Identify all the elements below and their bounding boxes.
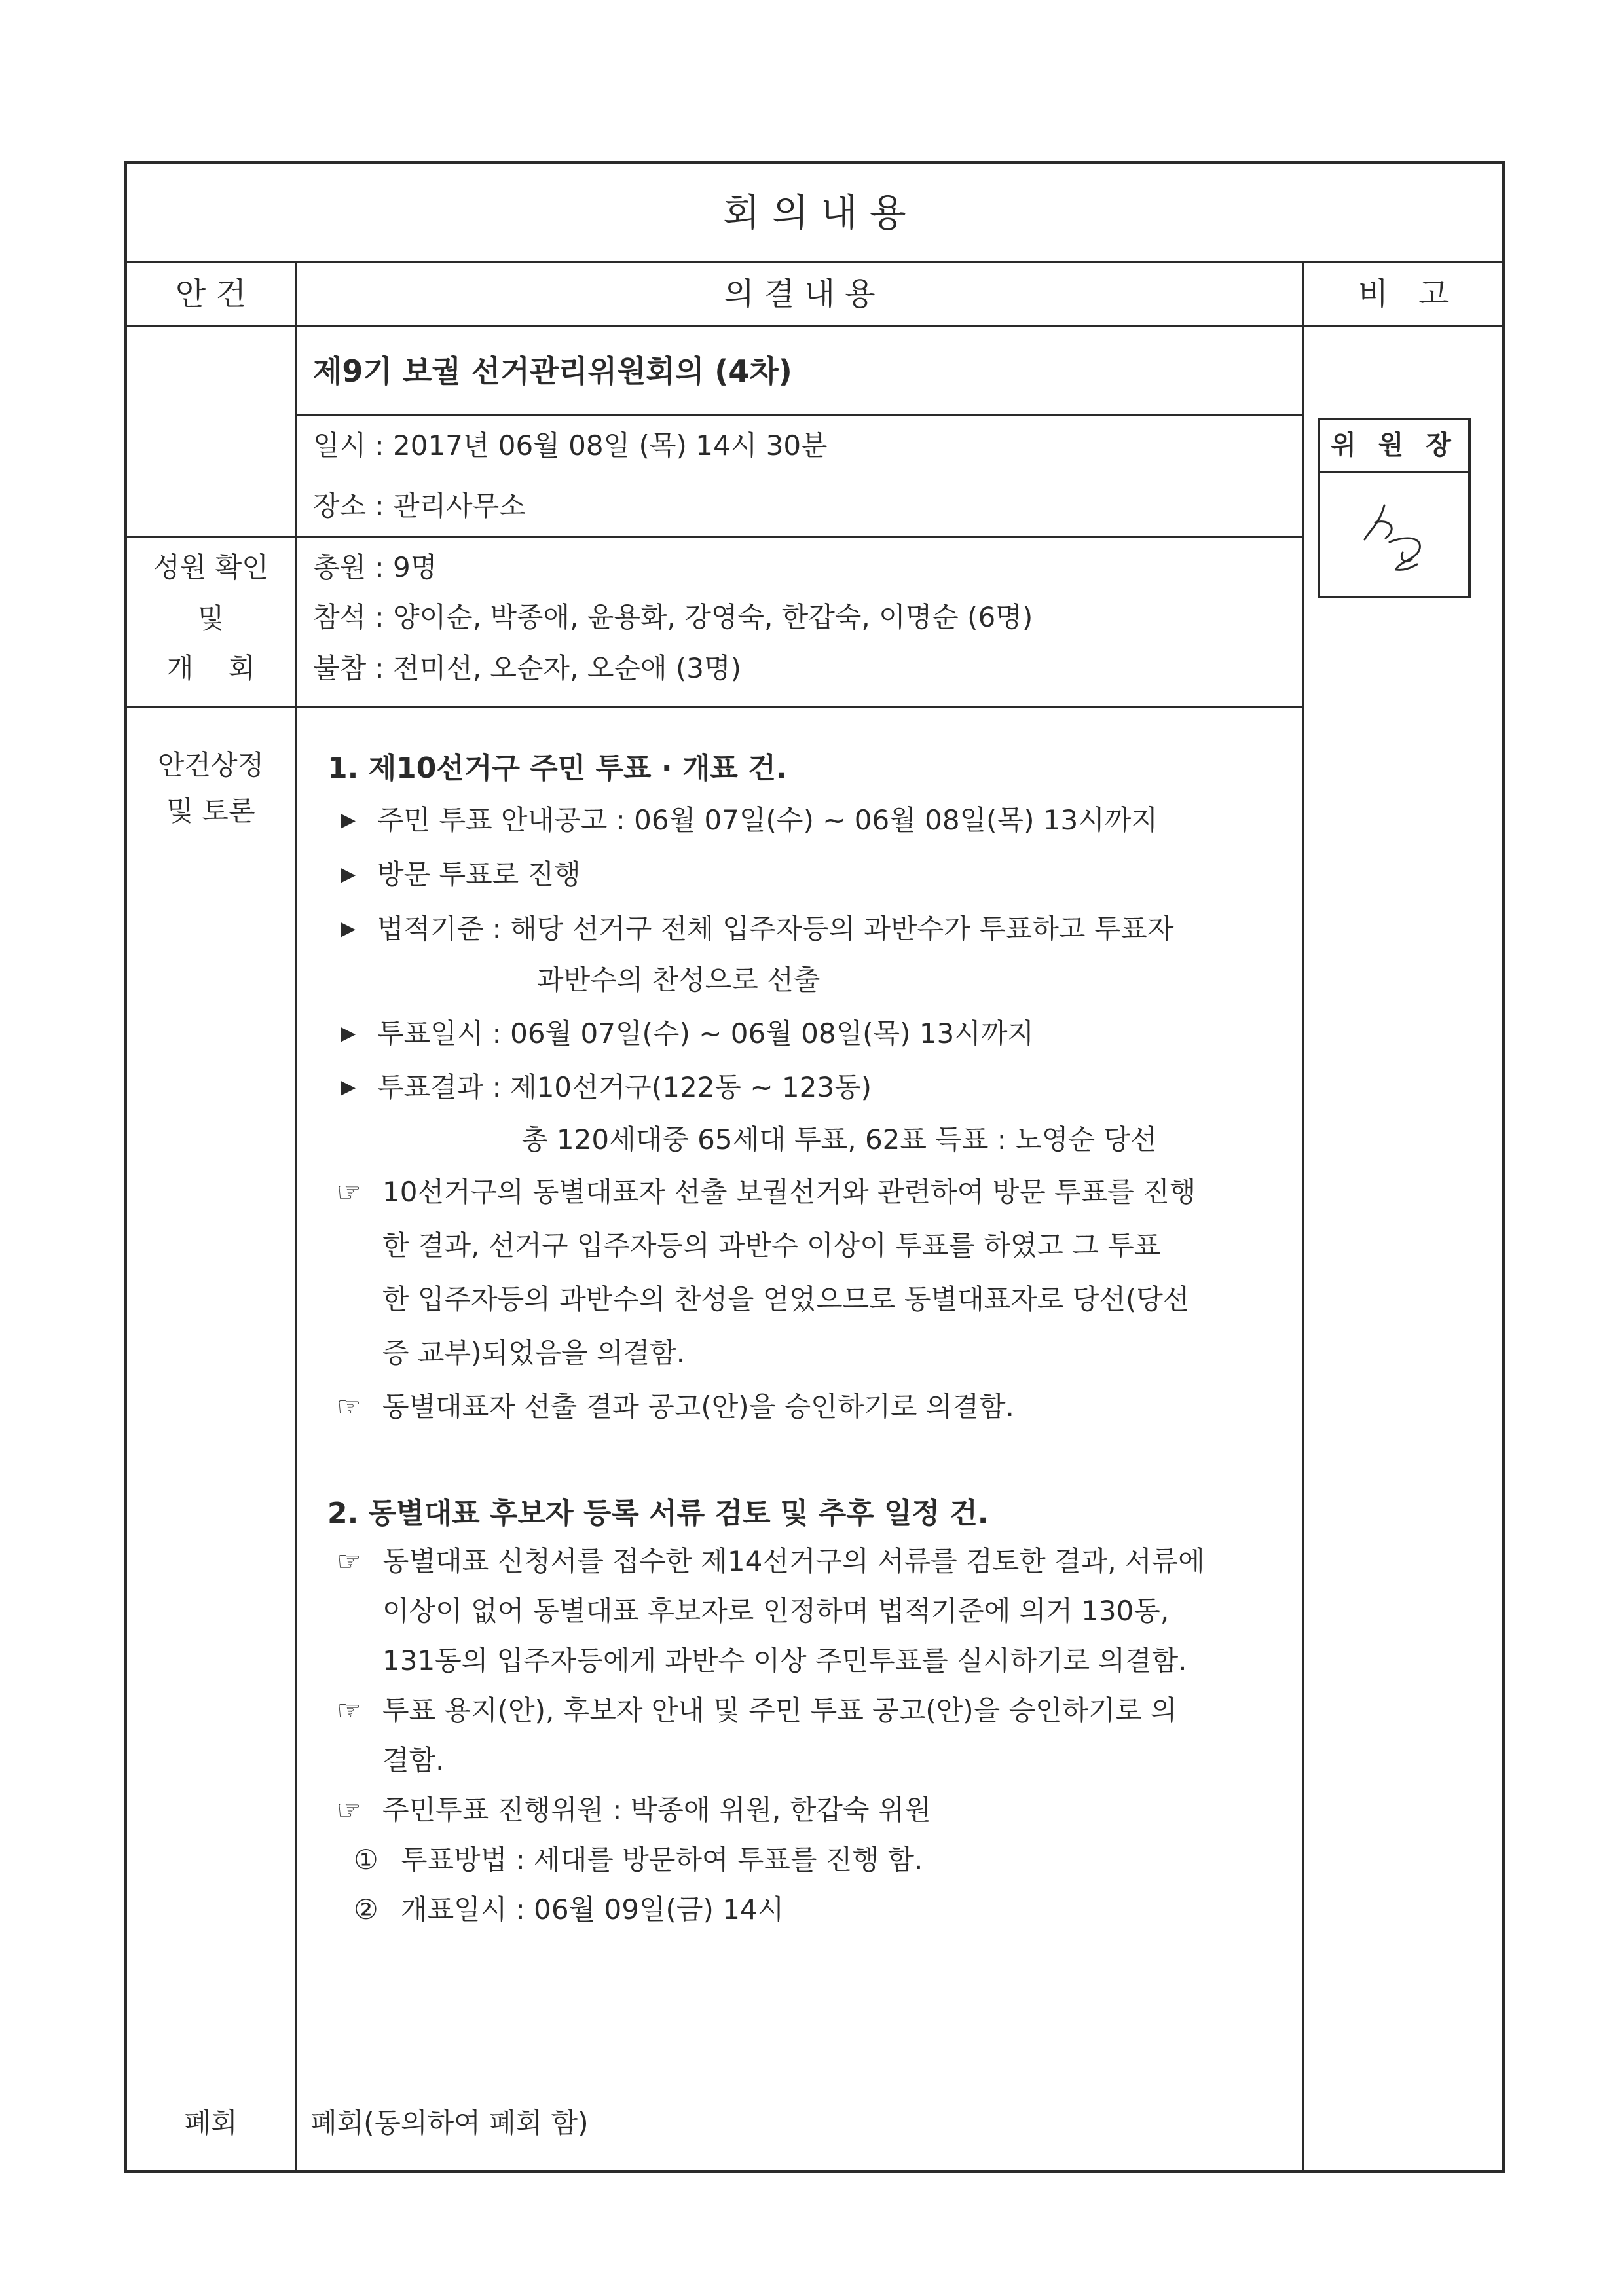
header-content: 의 결 내 용 [724, 276, 876, 312]
note-column-divider [1302, 261, 1304, 2173]
agenda-item-1-title: 1. 제10선거구 주민 투표 · 개표 건. [327, 752, 787, 785]
attendance-label-2: 및 [197, 602, 225, 634]
arrow-icon: ▶ [341, 809, 356, 831]
item1-line: 증 교부)되었음을 의결함. [382, 1337, 686, 1369]
header-agenda: 안 건 [175, 276, 246, 312]
discussion-label-2: 및 토론 [166, 795, 255, 827]
item1-line: 한 결과, 선거구 입주자등의 과반수 이상이 투표를 하였고 그 투표 [382, 1230, 1161, 1262]
header-row-divider [124, 325, 1505, 327]
pointer-icon: ☞ [337, 1794, 361, 1826]
arrow-icon: ▶ [341, 1022, 356, 1045]
pointer-icon: ☞ [337, 1545, 361, 1577]
meeting-place: 장소 : 관리사무소 [313, 490, 526, 522]
item2-line: 이상이 없어 동별대표 후보자로 인정하며 법적기준에 의거 130동, [382, 1595, 1170, 1627]
chairperson-stamp-box [1318, 418, 1471, 598]
circled-one-icon: ① [354, 1844, 378, 1876]
item2-line: 투표방법 : 세대를 방문하여 투표를 진행 함. [401, 1844, 923, 1876]
table-top-border [124, 161, 1505, 164]
attendance-absent: 불참 : 전미선, 오순자, 오순애 (3명) [313, 652, 741, 684]
attendance-label-3: 개 회 [166, 652, 255, 684]
item1-line: 10선거구의 동별대표자 선출 보궐선거와 관련하여 방문 투표를 진행 [382, 1176, 1196, 1208]
meeting-name: 제9기 보궐 선거관리위원회의 (4차) [313, 354, 792, 389]
arrow-icon: ▶ [341, 1076, 356, 1099]
item1-line: 투표일시 : 06월 07일(수) ~ 06월 08일(목) 13시까지 [377, 1017, 1034, 1049]
title-row-divider [124, 261, 1505, 263]
pointer-icon: ☞ [337, 1176, 361, 1208]
meeting-info-divider [124, 536, 1303, 538]
item2-line: 결함. [382, 1744, 445, 1776]
agenda-item-2-title: 2. 동별대표 후보자 등록 서류 검토 및 추후 일정 건. [327, 1497, 989, 1530]
item1-line: 법적기준 : 해당 선거구 전체 입주자등의 과반수가 투표하고 투표자 [377, 913, 1174, 945]
chairperson-signature-icon [1359, 499, 1438, 577]
item2-line: 투표 용지(안), 후보자 안내 및 주민 투표 공고(안)을 승인하기로 의 [382, 1694, 1177, 1726]
pointer-icon: ☞ [337, 1391, 361, 1423]
arrow-icon: ▶ [341, 917, 356, 940]
item2-line: 동별대표 신청서를 접수한 제14선거구의 서류를 검토한 결과, 서류에 [382, 1545, 1205, 1577]
item1-line: 주민 투표 안내공고 : 06월 07일(수) ~ 06월 08일(목) 13시까지 [377, 804, 1158, 836]
item1-line: 투표결과 : 제10선거구(122동 ~ 123동) [377, 1071, 872, 1103]
item1-line: 총 120세대중 65세대 투표, 62표 득표 : 노영순 당선 [521, 1123, 1157, 1156]
stamp-divider [1320, 471, 1468, 473]
closing-text: 폐회(동의하여 폐회 함) [310, 2107, 589, 2139]
attendance-present: 참석 : 양이순, 박종애, 윤용화, 강영숙, 한갑숙, 이명순 (6명) [313, 601, 1033, 633]
attendance-divider [124, 706, 1303, 708]
agenda-column-divider [295, 261, 297, 2173]
closing-label: 폐회 [184, 2107, 238, 2139]
table-right-border [1502, 161, 1505, 2173]
attendance-label-1: 성원 확인 [153, 551, 268, 583]
item1-line: 한 입주자등의 과반수의 찬성을 얻었으므로 동별대표자로 당선(당선 [382, 1283, 1190, 1315]
document-title: 회 의 내 용 [723, 191, 906, 235]
item2-line: 주민투표 진행위원 : 박종애 위원, 한갑숙 위원 [382, 1794, 931, 1826]
header-note: 비 고 [1357, 276, 1449, 312]
item2-line: 개표일시 : 06월 09일(금) 14시 [401, 1893, 784, 1925]
arrow-icon: ▶ [341, 863, 356, 886]
meeting-name-divider [295, 414, 1303, 416]
pointer-icon: ☞ [337, 1694, 361, 1726]
item1-line: 동별대표자 선출 결과 공고(안)을 승인하기로 의결함. [382, 1391, 1014, 1423]
circled-two-icon: ② [354, 1893, 378, 1925]
item2-line: 131동의 입주자등에게 과반수 이상 주민투표를 실시하기로 의결함. [382, 1645, 1187, 1677]
meeting-datetime: 일시 : 2017년 06월 08일 (목) 14시 30분 [313, 429, 828, 462]
chairperson-label: 위 원 장 [1331, 430, 1458, 460]
table-left-border [124, 161, 127, 2173]
table-bottom-border [124, 2170, 1505, 2173]
discussion-label-1: 안건상정 [157, 749, 265, 781]
attendance-total: 총원 : 9명 [313, 551, 437, 583]
item1-line: 과반수의 찬성으로 선출 [537, 964, 821, 996]
item1-line: 방문 투표로 진행 [377, 858, 581, 890]
